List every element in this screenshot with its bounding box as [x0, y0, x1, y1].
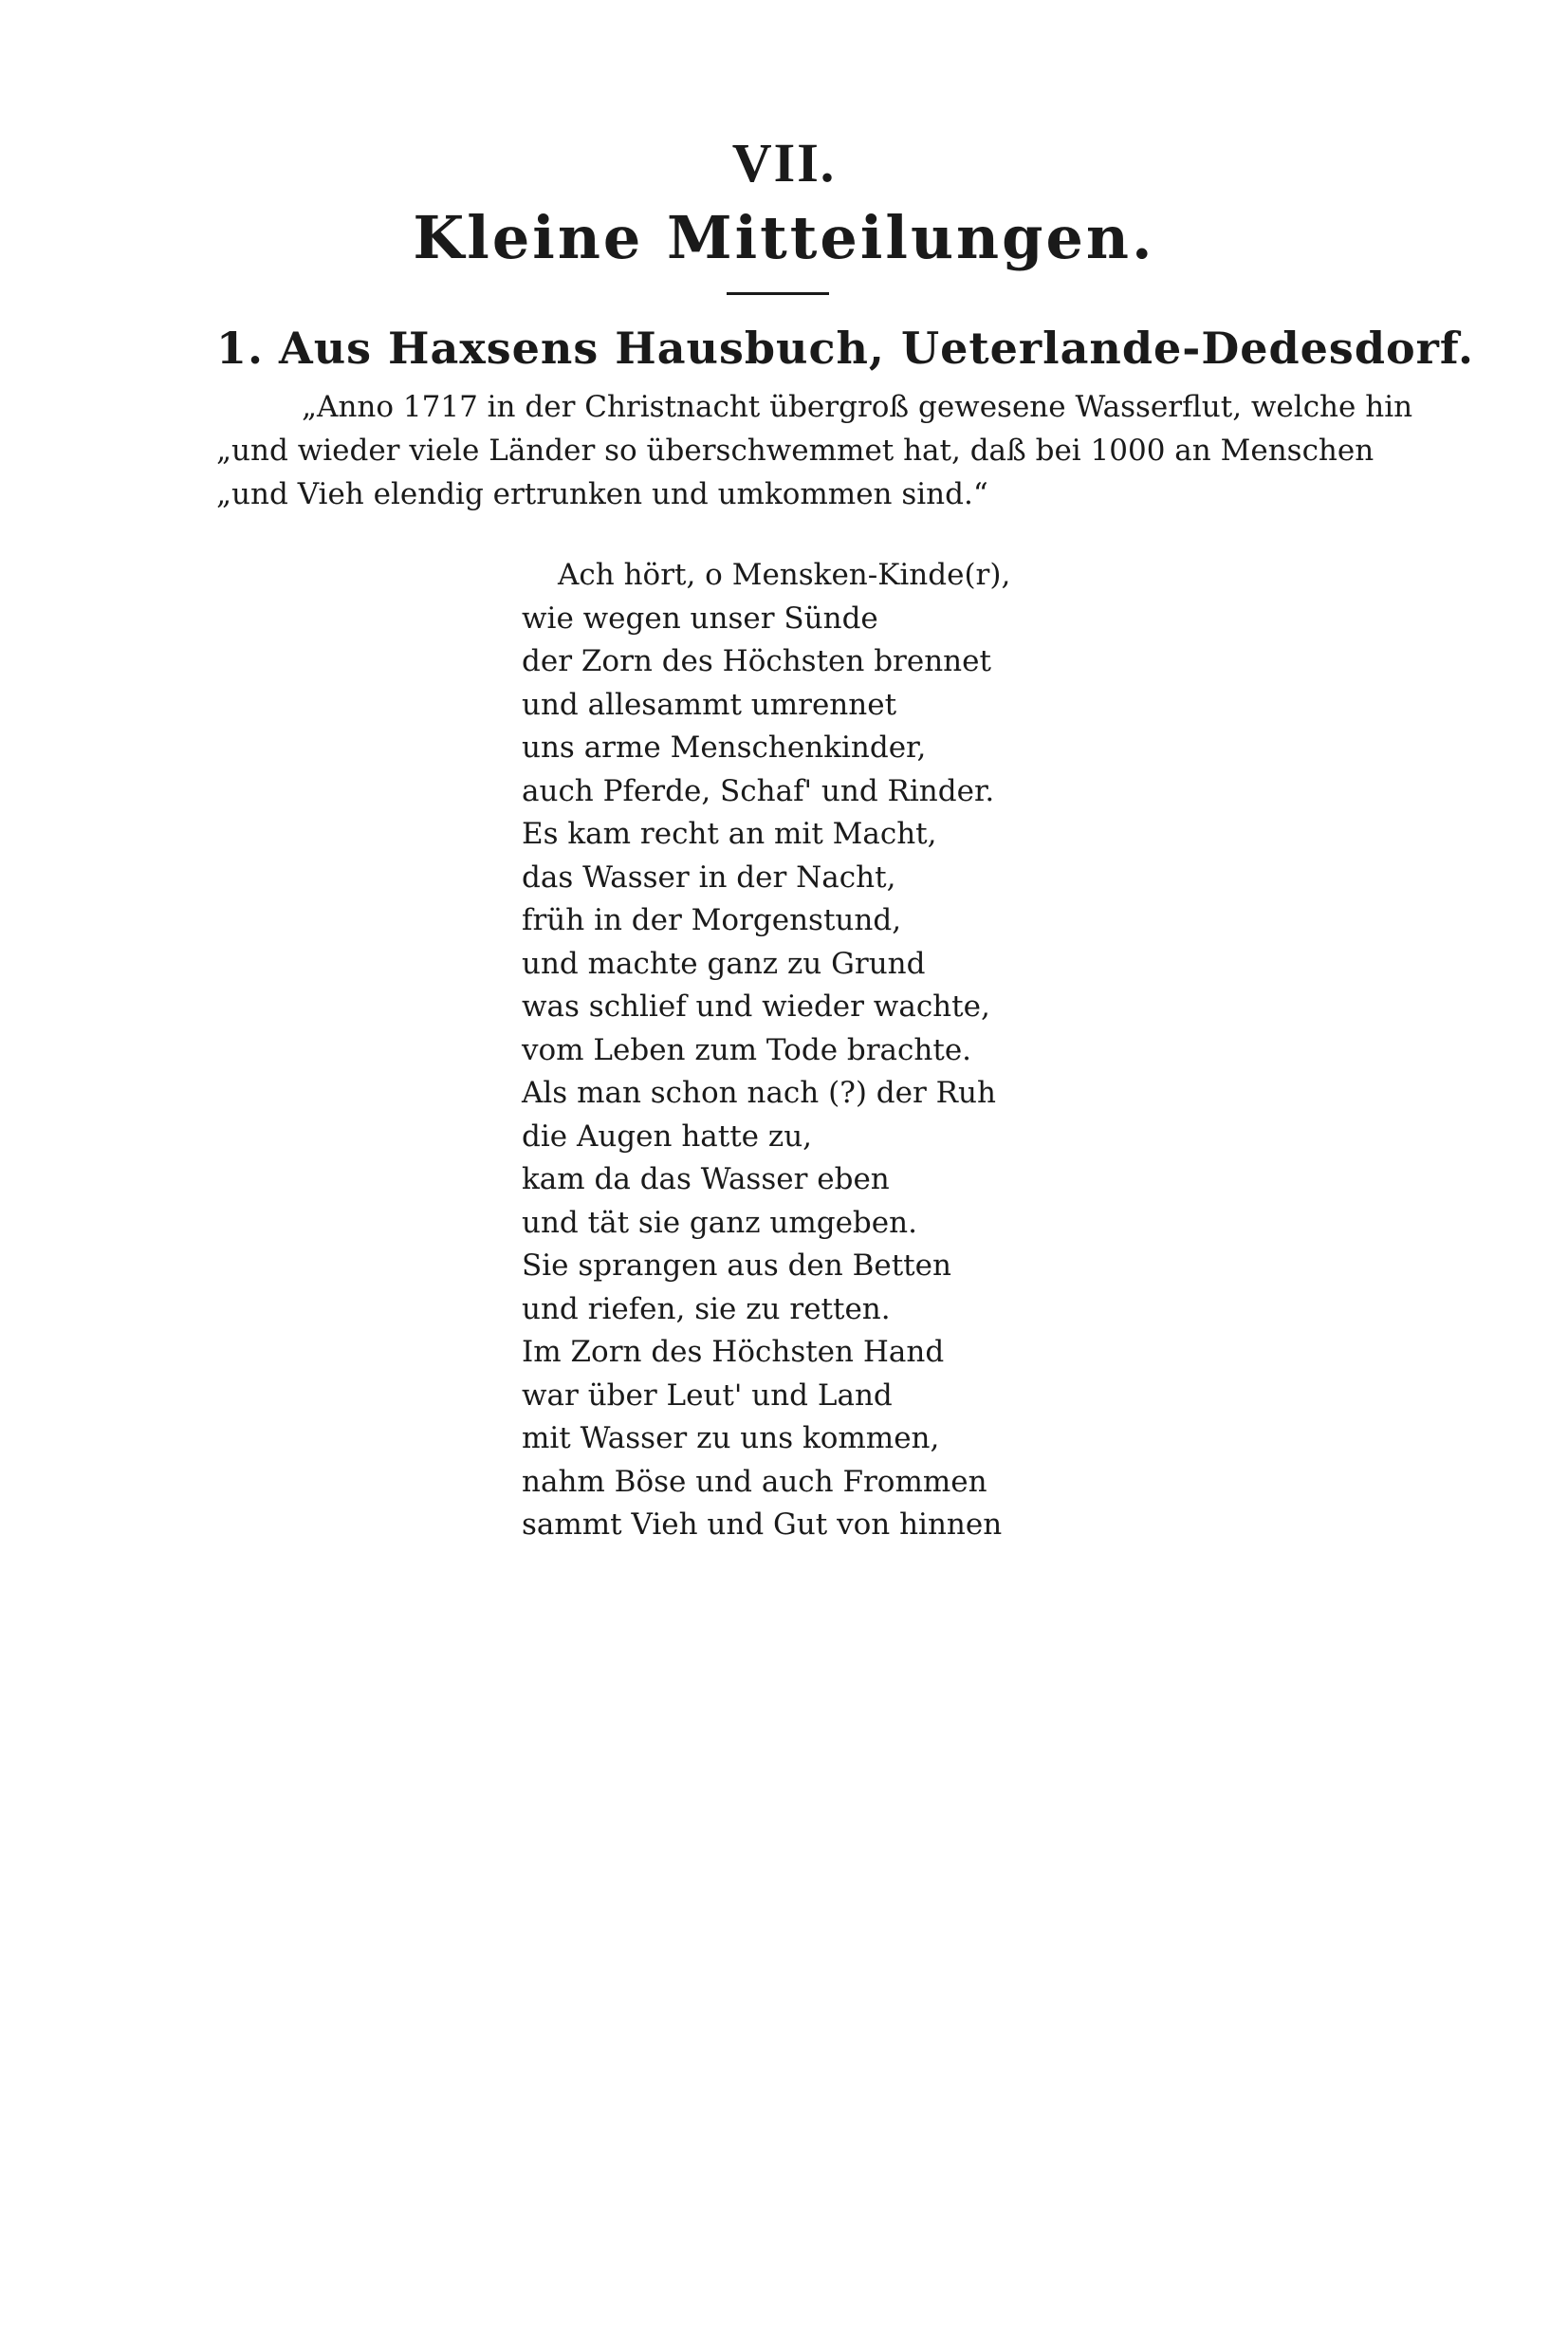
chapter-title: Kleine Mitteilungen. — [413, 203, 1155, 272]
poem-line: Ach hört, o Mensken-Kinde(r), — [558, 558, 1011, 592]
poem-line: Im Zorn des Höchsten Hand — [522, 1335, 945, 1369]
section-number: 1. — [216, 323, 265, 374]
poem-line: und riefen, sie zu retten. — [522, 1291, 891, 1326]
chapter-number: VII. — [731, 132, 837, 194]
intro-quote — [216, 385, 1413, 516]
poem-line: wie wegen unser Sünde — [522, 601, 878, 636]
poem-line: Als man schon nach (?) der Ruh — [522, 1076, 996, 1110]
poem — [522, 554, 1129, 1547]
poem-line: mit Wasser zu uns kommen, — [522, 1421, 940, 1455]
section-heading — [216, 323, 1475, 374]
poem-line: auch Pferde, Schaf' und Rinder. — [522, 773, 995, 808]
section-title: Aus Haxsens Hausbuch, Ueterlande-Dedesdorf. — [279, 323, 1475, 374]
title-divider — [727, 292, 829, 295]
poem-line: und machte ganz zu Grund — [522, 946, 926, 981]
poem-line: und tät sie ganz umgeben. — [522, 1205, 917, 1240]
poem-line: der Zorn des Höchsten brennet — [522, 644, 991, 678]
poem-line: sammt Vieh und Gut von hinnen — [522, 1507, 1003, 1542]
poem-line: uns arme Menschenkinder, — [522, 730, 927, 765]
poem-line: kam da das Wasser eben — [522, 1162, 890, 1196]
poem-line: war über Leut' und Land — [522, 1378, 893, 1413]
poem-line: Sie sprangen aus den Betten — [522, 1248, 951, 1283]
poem-line: die Augen hatte zu, — [522, 1119, 813, 1154]
poem-line: früh in der Morgenstund, — [522, 903, 902, 937]
intro-line: „und Vieh elendig ertrunken und umkommen sind.“ — [216, 477, 988, 511]
poem-line: und allesammt umrennet — [522, 687, 897, 722]
intro-line: „Anno 1717 in der Christnacht übergroß gewesene Wasserflut, welche hin — [302, 390, 1413, 424]
poem-line: das Wasser in der Nacht, — [522, 860, 896, 895]
poem-line: was schlief und wieder wachte, — [522, 989, 990, 1024]
poem-line: Es kam recht an mit Macht, — [522, 817, 937, 851]
poem-line: nahm Böse und auch Frommen — [522, 1464, 987, 1499]
intro-line: „und wieder viele Länder so überschwemmet hat, daß bei 1000 an Menschen — [216, 434, 1374, 468]
poem-line: vom Leben zum Tode brachte. — [522, 1032, 972, 1067]
